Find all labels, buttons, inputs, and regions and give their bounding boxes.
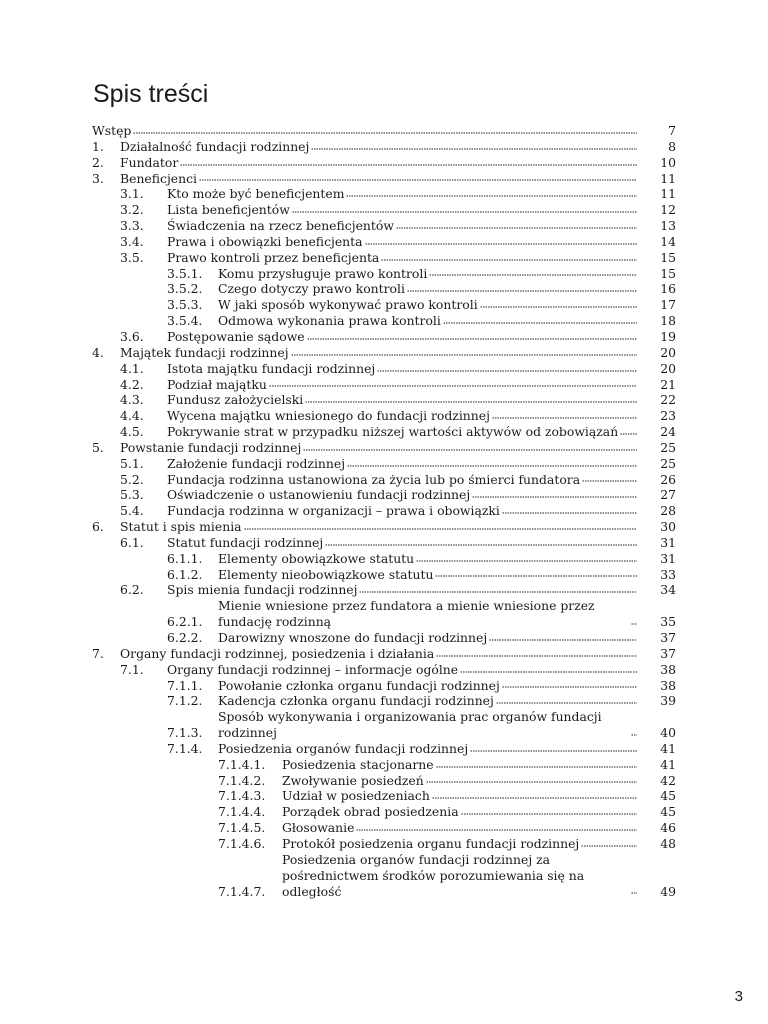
toc-entry-number: 7.1.4.2. [218, 772, 266, 788]
dot-leader [432, 796, 637, 800]
toc-entry-number: 5.4. [120, 503, 144, 519]
toc-entry-label: Zwoływanie posiedzeń [282, 772, 424, 788]
dot-leader [244, 527, 637, 531]
dot-leader [496, 701, 637, 705]
dot-leader [303, 448, 637, 452]
toc-entry-number: 7.1.1. [167, 677, 203, 693]
toc-entry-page: 35 [660, 614, 676, 630]
toc-entry-page: 24 [660, 424, 676, 440]
toc-entry[interactable] [92, 297, 676, 313]
toc-entry-label: Protokół posiedzenia organu fundacji rodzinnej [282, 835, 580, 851]
toc-entry-page: 49 [660, 883, 676, 899]
toc-entry-label: Działalność fundacji rodzinnej [120, 138, 310, 154]
toc-entry-number: 5.1. [120, 455, 144, 471]
toc-entry[interactable] [92, 693, 676, 709]
toc-entry[interactable] [92, 820, 676, 836]
toc-entry-number: 7.1. [120, 661, 144, 677]
toc-entry-page: 39 [660, 693, 676, 709]
toc-entry-number: 6.1. [120, 534, 144, 550]
toc-entry-page: 18 [660, 313, 676, 329]
toc-entry-number: 7.1.2. [167, 693, 203, 709]
toc-entry-page: 25 [660, 455, 676, 471]
dot-leader [436, 654, 637, 658]
toc-entry-number: 7.1.4.1. [218, 756, 266, 772]
dot-leader [435, 574, 637, 578]
dot-leader [292, 210, 637, 214]
toc-entry[interactable] [92, 361, 676, 377]
toc-entry[interactable] [92, 139, 676, 155]
toc-entry[interactable] [92, 503, 676, 519]
toc-entry-number: 6.2.2. [167, 630, 203, 645]
toc-entry-label: Elementy obowiązkowe statutu [218, 550, 415, 566]
toc-entry-page: 20 [660, 360, 676, 376]
toc-entry[interactable] [92, 836, 676, 852]
toc-entry-page: 21 [660, 376, 676, 392]
toc-entry-label: Sposób wykonywania i organizowania prac organów fundacji rodzinnej [218, 709, 602, 741]
dot-leader [347, 464, 637, 468]
toc-entry-label: Komu przysługuje prawo kontroli [218, 265, 428, 281]
toc-entry-label: Kto może być beneficjentem [167, 186, 345, 202]
toc-entry-page: 45 [660, 788, 676, 804]
toc-entry-label: Statut fundacji rodzinnej [167, 534, 324, 550]
toc-entry-page: 26 [660, 471, 676, 487]
toc-entry-label: Wstęp [92, 123, 132, 138]
toc-entry[interactable] [92, 218, 676, 234]
toc-entry-page: 38 [660, 661, 676, 677]
toc-entry-number: 4.5. [120, 424, 144, 440]
toc-entry-number: 4.2. [120, 376, 144, 392]
toc-entry-label: Posiedzenia organów fundacji rodzinnej [218, 740, 469, 756]
toc-entry-page: 27 [660, 487, 676, 503]
toc-entry-label: Powołanie członka organu fundacji rodzinnej [218, 677, 500, 693]
table-of-contents [92, 123, 676, 899]
toc-entry[interactable] [92, 408, 676, 424]
toc-entry-label: Prawa i obowiązki beneficjenta [167, 233, 363, 249]
toc-entry-number: 3.1. [120, 186, 144, 202]
toc-entry-number: 7. [92, 645, 104, 661]
toc-entry-number: 5.3. [120, 487, 144, 503]
toc-entry-number: 1. [92, 138, 104, 154]
toc-entry[interactable] [92, 567, 676, 583]
toc-entry-number: 3.5.3. [167, 297, 203, 313]
toc-entry[interactable] [92, 266, 676, 282]
dot-leader [460, 670, 637, 674]
toc-entry-label: Kadencja członka organu fundacji rodzinnej [218, 693, 494, 709]
toc-entry[interactable] [92, 456, 676, 472]
toc-entry-page: 10 [660, 154, 676, 170]
toc-entry-page: 48 [660, 835, 676, 851]
toc-entry-page: 38 [660, 677, 676, 693]
toc-entry[interactable] [92, 281, 676, 297]
toc-entry[interactable] [92, 487, 676, 503]
toc-entry[interactable] [92, 662, 676, 678]
toc-entry-label: W jaki sposób wykonywać prawo kontroli [218, 297, 478, 313]
toc-entry-page: 23 [660, 408, 676, 424]
toc-entry-label: Odmowa wykonania prawa kontroli [218, 313, 441, 329]
toc-entry[interactable] [92, 852, 676, 900]
toc-entry-label: Podział majątku [167, 376, 267, 392]
toc-entry-number: 5. [92, 439, 104, 455]
toc-entry-page: 46 [660, 820, 676, 836]
dot-leader [436, 765, 637, 769]
toc-entry[interactable] [92, 440, 676, 456]
toc-entry-page: 22 [660, 392, 676, 408]
toc-entry-page: 15 [660, 265, 676, 281]
toc-entry-page: 16 [660, 281, 676, 297]
toc-entry-number: 3.3. [120, 218, 144, 234]
toc-entry-label: Świadczenia na rzecz beneficjentów [167, 218, 394, 234]
toc-entry-label: Istota majątku fundacji rodzinnej [167, 360, 376, 376]
dot-leader [426, 780, 637, 784]
toc-entry[interactable] [92, 757, 676, 773]
toc-entry-page: 37 [660, 630, 676, 645]
toc-entry-label: Posiedzenia organów fundacji rodzinnej za pośrednictwem środków porozumiewania się na odległość [282, 851, 585, 899]
dot-leader [180, 163, 637, 167]
toc-entry-label: Fundusz założycielski [167, 392, 304, 408]
toc-entry-number: 3.5.2. [167, 281, 203, 297]
toc-entry[interactable] [92, 519, 676, 535]
dot-leader [502, 685, 637, 689]
dot-leader [470, 749, 637, 753]
dot-leader [492, 416, 637, 420]
toc-entry-page: 31 [660, 534, 676, 550]
dot-leader [199, 178, 637, 182]
toc-entry-number: 4. [92, 344, 104, 360]
toc-entry-label: Lista beneficjentów [167, 202, 290, 218]
toc-entry-number: 3. [92, 170, 104, 186]
toc-entry-label: Porządek obrad posiedzenia [282, 804, 459, 820]
dot-leader [631, 622, 637, 626]
toc-entry-label: Statut i spis mienia [120, 519, 242, 535]
toc-entry-label: Organy fundacji rodzinnej – informacje ogólne [167, 661, 459, 677]
toc-entry[interactable] [92, 472, 676, 488]
toc-entry[interactable] [92, 598, 676, 630]
toc-entry-page: 25 [660, 439, 676, 455]
toc-entry-page: 19 [660, 328, 676, 344]
toc-entry-page: 13 [660, 218, 676, 234]
toc-entry-label: Spis mienia fundacji rodzinnej [167, 582, 358, 598]
dot-leader [377, 369, 637, 373]
toc-entry-page: 7 [668, 123, 676, 138]
toc-entry-number: 2. [92, 154, 104, 170]
dot-leader [359, 590, 637, 594]
toc-entry-label: Fundacja rodzinna w organizacji – prawa i obowiązki [167, 503, 500, 519]
toc-entry-label: Majątek fundacji rodzinnej [120, 344, 289, 360]
toc-entry-page: 14 [660, 233, 676, 249]
toc-entry-page: 11 [660, 186, 676, 202]
toc-entry-label: Udział w posiedzeniach [282, 788, 430, 804]
toc-entry-number: 3.2. [120, 202, 144, 218]
toc-entry[interactable] [92, 202, 676, 218]
toc-entry-page: 30 [660, 519, 676, 535]
toc-entry[interactable] [92, 788, 676, 804]
dot-leader [461, 812, 637, 816]
toc-entry[interactable] [92, 804, 676, 820]
dot-leader [631, 733, 637, 737]
dot-leader [407, 289, 637, 293]
dot-leader [346, 194, 637, 198]
toc-entry-number: 7.1.4. [167, 740, 203, 756]
toc-entry[interactable] [92, 250, 676, 266]
dot-leader [581, 844, 637, 848]
toc-entry-page: 42 [660, 772, 676, 788]
dot-leader [502, 511, 637, 515]
toc-entry[interactable] [92, 678, 676, 694]
toc-entry-number: 4.4. [120, 408, 144, 424]
toc-entry-label: Mienie wniesione przez fundatora a mienie wniesione przez fundację rodzinną [218, 598, 595, 630]
page-number: 3 [734, 988, 743, 1005]
toc-entry-page: 33 [660, 566, 676, 582]
dot-leader [472, 495, 637, 499]
dot-leader [381, 258, 637, 262]
toc-entry-page: 8 [668, 138, 676, 154]
toc-entry-label: Oświadczenie o ustanowieniu fundacji rodzinnej [167, 487, 471, 503]
toc-entry-label: Elementy nieobowiązkowe statutu [218, 566, 434, 582]
toc-entry[interactable] [92, 377, 676, 393]
toc-entry-number: 3.5.1. [167, 265, 203, 281]
toc-entry-label: Fundacja rodzinna ustanowiona za życia lub po śmierci fundatora [167, 471, 581, 487]
toc-entry[interactable] [92, 646, 676, 662]
toc-entry-number: 7.1.4.7. [218, 883, 266, 899]
dot-leader [396, 226, 637, 230]
dot-leader [489, 638, 637, 642]
dot-leader [416, 559, 637, 563]
toc-entry-number: 7.1.4.6. [218, 835, 266, 851]
toc-entry-number: 7.1.3. [167, 725, 203, 741]
dot-leader [325, 543, 637, 547]
toc-entry-number: 3.6. [120, 328, 144, 344]
toc-entry-label: Postępowanie sądowe [167, 328, 305, 344]
dot-leader [620, 432, 637, 436]
toc-entry-page: 34 [660, 582, 676, 598]
dot-leader [305, 400, 637, 404]
toc-entry[interactable] [92, 155, 676, 171]
toc-entry[interactable] [92, 709, 676, 741]
toc-entry-label: Prawo kontroli przez beneficjenta [167, 249, 380, 265]
toc-entry[interactable] [92, 392, 676, 408]
toc-entry-number: 6.2.1. [167, 614, 203, 630]
dot-leader [443, 321, 637, 325]
dot-leader [429, 273, 637, 277]
dot-leader [311, 147, 637, 151]
toc-entry[interactable] [92, 535, 676, 551]
toc-entry[interactable] [92, 773, 676, 789]
toc-entry-number: 6.2. [120, 582, 144, 598]
toc-entry-label: Pokrywanie strat w przypadku niższej wartości aktywów od zobowiązań [167, 424, 619, 440]
toc-entry-number: 6. [92, 519, 104, 535]
toc-entry-page: 41 [660, 756, 676, 772]
toc-entry-page: 41 [660, 740, 676, 756]
toc-entry[interactable] [92, 186, 676, 202]
toc-entry-number: 6.1.2. [167, 566, 203, 582]
dot-leader [480, 305, 637, 309]
toc-entry-label: Darowizny wnoszone do fundacji rodzinnej [218, 630, 488, 645]
dot-leader [307, 337, 637, 341]
toc-entry-number: 7.1.4.5. [218, 820, 266, 836]
toc-entry-number: 5.2. [120, 471, 144, 487]
dot-leader [291, 353, 637, 357]
dot-leader [269, 384, 637, 388]
dot-leader [356, 828, 637, 832]
toc-entry[interactable] [92, 329, 676, 345]
toc-entry-label: Założenie fundacji rodzinnej [167, 455, 346, 471]
toc-entry[interactable] [92, 313, 676, 329]
toc-entry-page: 12 [660, 202, 676, 218]
page-title: Spis treści [93, 80, 209, 108]
toc-entry-page: 28 [660, 503, 676, 519]
toc-entry-label: Fundator [120, 154, 179, 170]
toc-entry-page: 20 [660, 344, 676, 360]
toc-entry-number: 4.3. [120, 392, 144, 408]
toc-entry-label: Czego dotyczy prawo kontroli [218, 281, 405, 297]
dot-leader [133, 131, 637, 135]
dot-leader [631, 891, 637, 895]
toc-entry[interactable] [92, 551, 676, 567]
toc-entry[interactable] [92, 741, 676, 757]
toc-entry-page: 17 [660, 297, 676, 313]
toc-entry-number: 3.5. [120, 249, 144, 265]
toc-entry-label: Powstanie fundacji rodzinnej [120, 439, 302, 455]
toc-entry-page: 40 [660, 725, 676, 741]
toc-entry[interactable] [92, 123, 676, 139]
toc-entry-number: 3.5.4. [167, 313, 203, 329]
toc-entry-number: 6.1.1. [167, 550, 203, 566]
toc-entry-label: Głosowanie [282, 820, 355, 836]
toc-entry[interactable] [92, 630, 676, 646]
toc-entry-number: 3.4. [120, 233, 144, 249]
toc-entry-number: 7.1.4.4. [218, 804, 266, 820]
toc-entry-number: 7.1.4.3. [218, 788, 266, 804]
toc-entry-label: Beneficjenci [120, 170, 198, 186]
toc-entry[interactable] [92, 424, 676, 440]
toc-entry-label: Posiedzenia stacjonarne [282, 756, 434, 772]
toc-entry[interactable] [92, 345, 676, 361]
toc-entry-label: Organy fundacji rodzinnej, posiedzenia i działania [120, 645, 435, 661]
toc-entry[interactable] [92, 582, 676, 598]
toc-entry-number: 4.1. [120, 360, 144, 376]
toc-entry-page: 45 [660, 804, 676, 820]
dot-leader [365, 242, 637, 246]
toc-entry-page: 31 [660, 550, 676, 566]
toc-entry[interactable] [92, 171, 676, 187]
toc-entry-page: 37 [660, 645, 676, 661]
dot-leader [582, 479, 637, 483]
toc-entry[interactable] [92, 234, 676, 250]
toc-entry-page: 11 [660, 170, 676, 186]
toc-entry-page: 15 [660, 249, 676, 265]
toc-entry-label: Wycena majątku wniesionego do fundacji rodzinnej [167, 408, 490, 424]
